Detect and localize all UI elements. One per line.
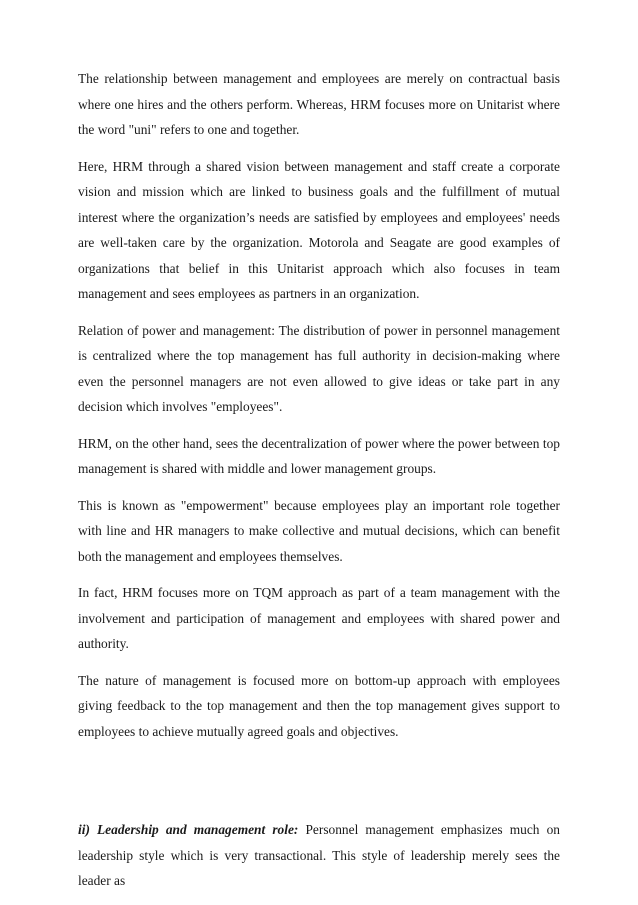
paragraph-shared-vision: Here, HRM through a shared vision between management and staff create a corporate vision and mission which are linked to business goals and the fulfillment of mutual interest where the organization’s needs are satisfied by employees and employees' needs are well-taken care by the organization. Motorola and Seagate are good examples of organizations that belief in this Unitarist approach which also focuses in team management and sees employees as partners in an organization. <box>78 158 560 301</box>
paragraph-empowerment: This is known as "empowerment" because employees play an important role together with line and HR managers to make collective and mutual decisions, which can benefit both the management and employees themselves. <box>78 497 560 564</box>
paragraph-relation-of-power: Relation of power and management: The distribution of power in personnel management is centralized where the top management has full authority in decision-making where even the personnel managers are not even allowed to give ideas or take part in any decision which involves "employees". <box>78 322 560 414</box>
section-gap <box>78 755 560 817</box>
paragraph-decentralization: HRM, on the other hand, sees the decentralization of power where the power between top management is shared with middle and lower management groups. <box>78 435 560 476</box>
section-body-text: Personnel management emphasizes much on leadership style which is very transactional. This style of leadership merely sees the leader as <box>78 822 561 888</box>
section-heading: ii) Leadership and management role: <box>78 822 299 837</box>
paragraph-tqm-approach: In fact, HRM focuses more on TQM approach as part of a team management with the involvement and participation of management and employees with shared power and authority. <box>78 585 560 651</box>
paragraph-bottom-up: The nature of management is focused more on bottom-up approach with employees giving feedback to the top management and then the top management gives support to employees to achieve mutually agreed goals and objectives. <box>78 672 560 739</box>
paragraph-contractual-basis: The relationship between management and employees are merely on contractual basis where one hires and the others perform. Whereas, HRM focuses more on Unitarist where the word "uni" refers to one and together. <box>78 71 560 137</box>
section-leadership-paragraph <box>78 817 560 894</box>
document-page <box>78 66 560 905</box>
